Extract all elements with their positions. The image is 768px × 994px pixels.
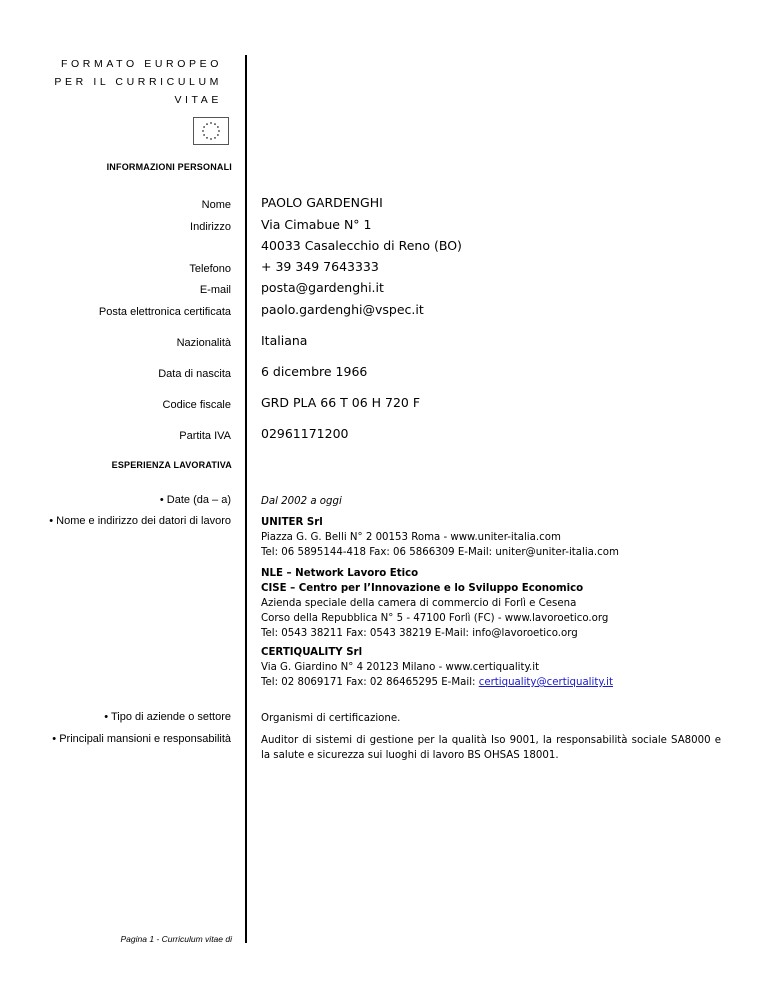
tax-code-value: GRD PLA 66 T 06 H 720 F: [261, 395, 421, 410]
employer-address: Piazza G. G. Belli N° 2 00153 Roma - www.uniter-italia.com: [261, 532, 561, 543]
employer-name: NLE – Network Lavoro Etico: [261, 568, 419, 579]
employer-email-link[interactable]: certiquality@certiquality.it: [478, 677, 613, 688]
employer-contacts: [261, 675, 613, 690]
eu-flag-icon: [193, 117, 229, 145]
page-footer: Pagina 1 - Curriculum vitae di: [120, 934, 232, 944]
nationality-value: Italiana: [261, 333, 308, 348]
cv-title-line-1: FORMATO EUROPEO: [61, 58, 222, 70]
cv-title-line-3: VITAE: [174, 94, 222, 106]
employer-name: CERTIQUALITY Srl: [261, 647, 363, 658]
employer-address: Corso della Repubblica N° 5 - 47100 Forlì (FC) - www.lavoroetico.org: [261, 613, 609, 624]
employers-label: • Nome e indirizzo dei datori di lavoro: [49, 515, 231, 527]
vat-value: 02961171200: [261, 426, 349, 441]
address-label: Indirizzo: [190, 221, 231, 233]
name-value: PAOLO GARDENGHI: [261, 195, 383, 210]
birth-date-label: Data di nascita: [158, 368, 231, 380]
tax-code-label: Codice fiscale: [162, 399, 231, 411]
address-line-1: Via Cimabue N° 1: [261, 217, 372, 232]
employer-address: Via G. Giardino N° 4 20123 Milano - www.certiquality.it: [261, 662, 540, 673]
employer-description: Azienda speciale della camera di commercio di Forlì e Cesena: [261, 598, 577, 609]
sector-value: Organismi di certificazione.: [261, 713, 401, 724]
dates-text: Dal 2002 a oggi: [261, 496, 342, 507]
duties-label: • Principali mansioni e responsabilità: [52, 733, 231, 745]
employer-contacts: Tel: 06 5895144-418 Fax: 06 5866309 E-Mail: uniter@uniter-italia.com: [261, 547, 619, 558]
duties-value: Auditor di sistemi di gestione per la qualità Iso 9001, la responsabilità sociale SA8000 e la salute e sicurezza sui luoghi di lavoro BS OHSAS 18001.: [261, 735, 721, 761]
employer-contacts: Tel: 0543 38211 Fax: 0543 38219 E-Mail: info@lavoroetico.org: [261, 628, 578, 639]
address-line-2: 40033 Casalecchio di Reno (BO): [261, 238, 462, 253]
dates-label: • Date (da – a): [159, 494, 231, 506]
employer-nle: [261, 566, 608, 641]
pec-label: Posta elettronica certificata: [98, 306, 231, 318]
name-label: Nome: [201, 199, 231, 211]
phone-label: Telefono: [189, 263, 231, 275]
birth-date-value: 6 dicembre 1966: [261, 364, 368, 379]
personal-info-heading: INFORMAZIONI PERSONALI: [106, 162, 232, 172]
email-label: E-mail: [199, 284, 231, 296]
email-value: posta@gardenghi.it: [261, 280, 384, 295]
dates-value: [261, 494, 342, 509]
experience-heading: ESPERIENZA LAVORATIVA: [111, 460, 232, 470]
employer-certiquality: [261, 645, 613, 690]
sector-label: • Tipo di aziende o settore: [104, 711, 231, 723]
phone-value: + 39 349 7643333: [261, 259, 379, 274]
employer-name-2: CISE – Centro per l’Innovazione e lo Sviluppo Economico: [261, 583, 584, 594]
vat-label: Partita IVA: [179, 430, 231, 442]
employer-name: UNITER Srl: [261, 517, 323, 528]
pec-value: paolo.gardenghi@vspec.it: [261, 302, 424, 317]
employer-uniter: [261, 515, 619, 560]
nationality-label: Nazionalità: [176, 337, 231, 349]
vertical-divider: [245, 55, 247, 943]
cv-title-line-2: PER IL CURRICULUM: [54, 76, 222, 88]
employer-contacts-prefix: Tel: 02 8069171 Fax: 02 86465295 E-Mail:: [261, 677, 479, 688]
